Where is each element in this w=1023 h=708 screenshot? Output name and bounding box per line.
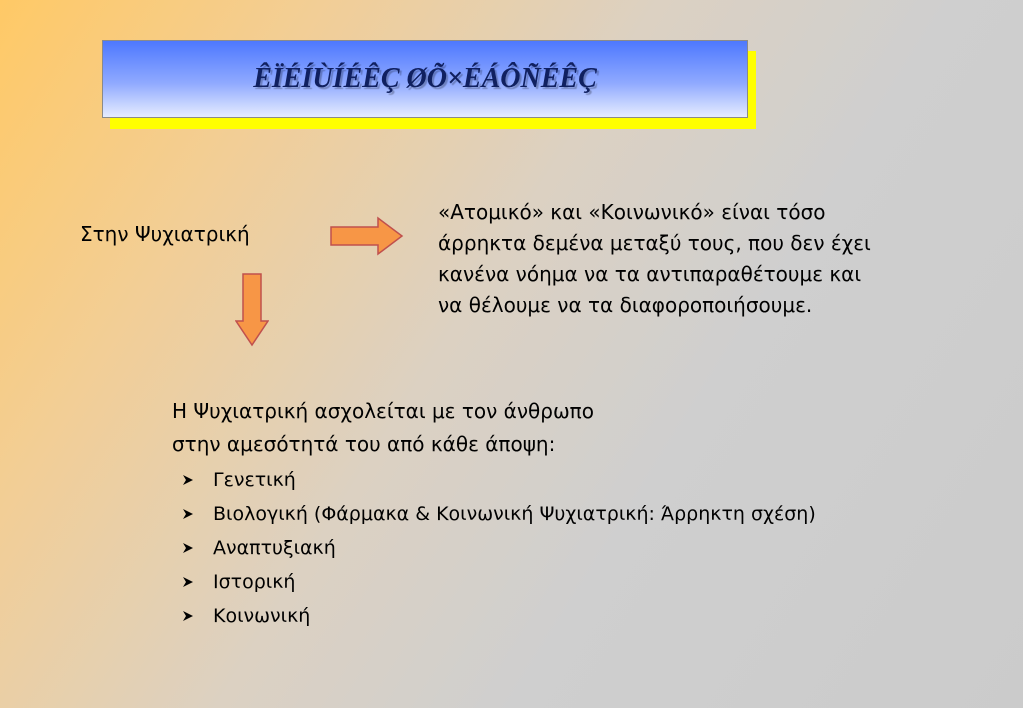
arrowhead-bullet-icon: [182, 542, 213, 554]
paragraph-line: να θέλουμε να τα διαφοροποιήσουμε.: [438, 293, 813, 317]
intro-line: στην αμεσότητά του από κάθε άποψη:: [172, 432, 556, 456]
right-arrow-icon: [330, 216, 404, 256]
paragraph-line: κανένα νόημα να τα αντιπαραθέτουμε και: [438, 262, 862, 286]
list-item-label: Ιστορική: [213, 571, 296, 593]
list-item: [182, 531, 816, 565]
paragraph-line: άρρηκτα δεμένα μεταξύ τους, που δεν έχει: [438, 231, 871, 255]
list-item: [182, 599, 816, 633]
arrowhead-bullet-icon: [182, 576, 213, 588]
bullet-list: [182, 463, 816, 633]
list-item: [182, 565, 816, 599]
intro-text: [172, 395, 594, 461]
list-item: [182, 497, 816, 531]
right-paragraph: [438, 197, 948, 321]
left-label: Στην Ψυχιατρική: [80, 222, 250, 246]
arrowhead-bullet-icon: [182, 610, 213, 622]
list-item-label: Βιολογική (Φάρμακα & Κοινωνική Ψυχιατρική: Άρρηκτη σχέση): [213, 503, 816, 525]
down-arrow-icon: [235, 273, 269, 347]
list-item-label: Αναπτυξιακή: [213, 537, 336, 559]
title-banner: [102, 40, 748, 118]
list-item-label: Κοινωνική: [213, 605, 311, 627]
paragraph-line: «Ατομικό» και «Κοινωνικό» είναι τόσο: [438, 200, 826, 224]
arrowhead-bullet-icon: [182, 508, 213, 520]
list-item: [182, 463, 816, 497]
slide-title: ÊÏÉÍÙÍÉÊÇ ØÕ×ÉÁÔÑÉÊÇ: [253, 63, 597, 94]
arrowhead-bullet-icon: [182, 474, 213, 486]
list-item-label: Γενετική: [213, 469, 296, 491]
intro-line: Η Ψυχιατρική ασχολείται με τον άνθρωπο: [172, 399, 594, 423]
